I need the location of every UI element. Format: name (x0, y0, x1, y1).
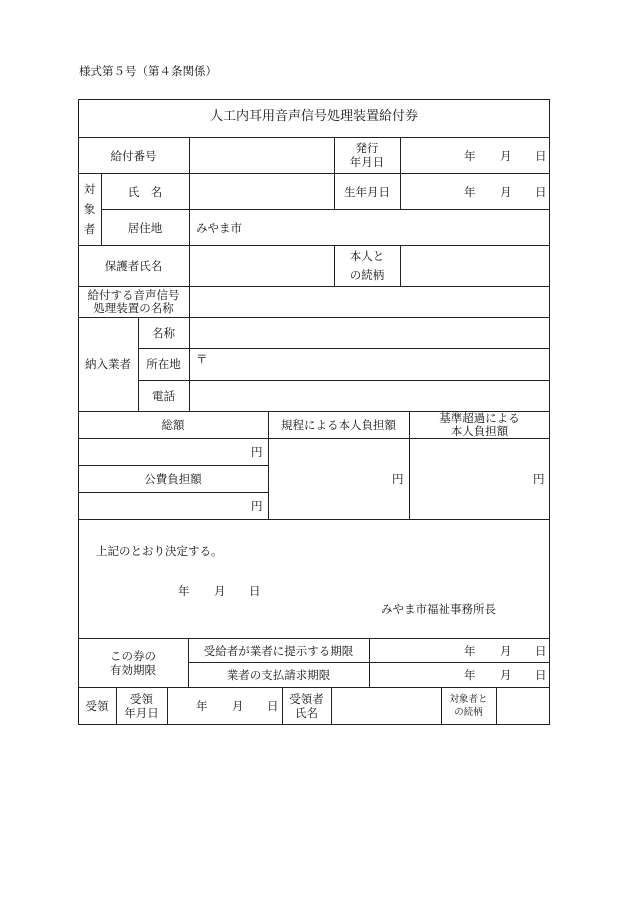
decision-tsuki: 月 (214, 584, 226, 598)
receipt-nen: 年 (196, 699, 208, 713)
vendor-phone-field[interactable] (190, 381, 550, 411)
vendor-address-label: 所在地 (146, 357, 181, 371)
public-label: 公費負担額 (144, 472, 202, 486)
receiver-relation-field[interactable] (497, 688, 550, 725)
validity-row1-label: 受給者が業者に提示する期限 (203, 644, 354, 658)
receiver-name-label-1: 受領者 (289, 692, 324, 706)
excess-yen: 円 (533, 472, 545, 486)
zokugara-field[interactable] (401, 246, 550, 286)
kyojuchi-value[interactable]: みやま市 (196, 221, 242, 235)
receipt-tsuki: 月 (232, 699, 244, 713)
form-title: 人工内耳用音声信号処理装置給付券 (209, 109, 418, 124)
receiver-relation-label-1: 対象者と (449, 694, 488, 705)
shimei-field[interactable] (190, 174, 334, 209)
validity-tsuki-1: 月 (500, 644, 512, 658)
excess-label-1: 基準超過による (439, 411, 520, 425)
validity-label-2: 有効期限 (110, 663, 156, 677)
validity-nen-1: 年 (464, 644, 476, 658)
validity-hi-2: 日 (535, 668, 547, 682)
hakko-tsuki: 月 (500, 149, 512, 163)
validity-label-1: この券の (110, 649, 156, 663)
decision-text: 上記のとおり決定する。 (96, 544, 223, 558)
hakko-nen: 年 (464, 149, 476, 163)
vendor-phone-label: 電話 (152, 389, 175, 403)
kyufu-bango-label: 給付番号 (110, 149, 157, 163)
receipt-label: 受領 (85, 699, 109, 713)
total-label: 総額 (161, 418, 185, 432)
receipt-date-label-1: 受領 (130, 692, 153, 706)
issuer: みやま市福祉事務所長 (381, 602, 496, 616)
validity-row2-label: 業者の支払請求期限 (226, 668, 331, 682)
device-name-field[interactable] (190, 287, 550, 317)
receiver-relation-label-2: の続柄 (454, 707, 483, 718)
vendor-label: 納入業者 (85, 357, 131, 371)
device-label-1: 給付する音声信号 (87, 288, 180, 302)
seinengappi-nen: 年 (464, 185, 476, 199)
taishosha-label-3: 者 (83, 222, 96, 236)
excess-label-2: 本人負担額 (450, 424, 509, 438)
receipt-hi: 日 (267, 699, 279, 713)
hakko-label-1: 発行 (355, 141, 379, 155)
hakko-label-2: 年月日 (349, 155, 385, 169)
validity-hi-1: 日 (535, 644, 547, 658)
device-label-2: 処理装置の名称 (93, 301, 174, 315)
receipt-date-label-2: 年月日 (124, 706, 159, 720)
self-pay-yen: 円 (392, 472, 404, 486)
receiver-name-label-2: 氏名 (295, 706, 318, 720)
vendor-name-label: 名称 (152, 326, 175, 340)
receiver-name-field[interactable] (332, 688, 441, 725)
postal-mark: 〒 (196, 352, 208, 366)
vendor-name-field[interactable] (190, 318, 550, 348)
total-yen: 円 (251, 445, 263, 459)
kyufu-bango-field[interactable] (190, 138, 334, 173)
seinengappi-label: 生年月日 (344, 185, 390, 199)
hogosha-field[interactable] (190, 246, 334, 286)
kyojuchi-label: 居住地 (127, 221, 163, 235)
shimei-label: 氏 名 (127, 185, 163, 199)
validity-tsuki-2: 月 (500, 668, 512, 682)
decision-hi: 日 (249, 584, 261, 598)
hogosha-label: 保護者氏名 (104, 259, 163, 273)
zokugara-label-1: 本人と (349, 249, 385, 263)
taishosha-label-1: 対 (83, 182, 96, 196)
hakko-hi: 日 (535, 149, 547, 163)
validity-nen-2: 年 (464, 668, 476, 682)
seinengappi-tsuki: 月 (500, 185, 512, 199)
zokugara-label-2: の続柄 (349, 268, 385, 282)
form-number: 様式第５号（第４条関係） (79, 64, 217, 78)
self-pay-label: 規程による本人負担額 (281, 418, 396, 432)
taishosha-label-2: 象 (83, 202, 96, 216)
seinengappi-hi: 日 (535, 185, 547, 199)
public-yen: 円 (251, 499, 263, 513)
decision-nen: 年 (178, 584, 190, 598)
